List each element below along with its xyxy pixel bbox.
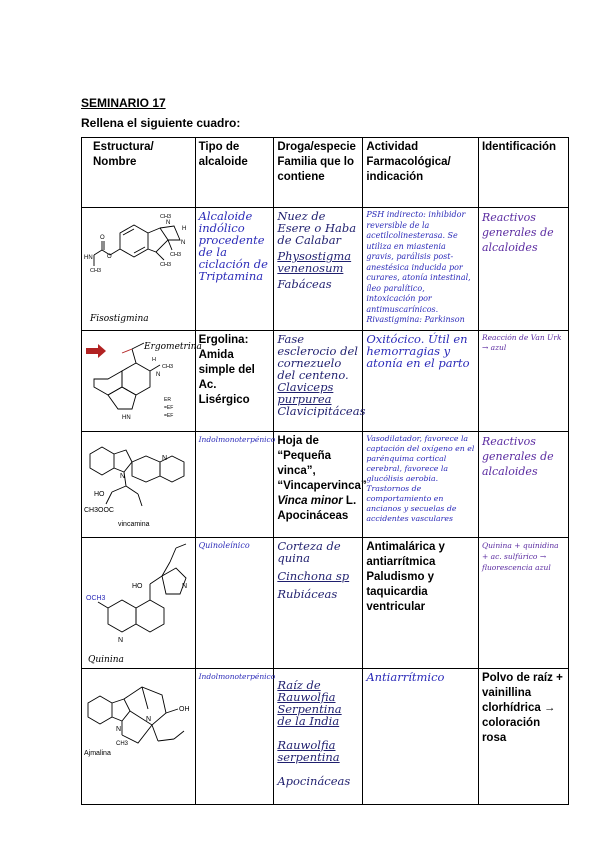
header-tipo: Tipo de alcaloide [195, 138, 274, 208]
structure-atom-label: N [146, 716, 152, 723]
structure-cell [82, 331, 202, 432]
droga-family: Apocináceas [277, 774, 351, 788]
droga-cell [274, 432, 367, 538]
compound-name: Ergometrina [144, 342, 202, 352]
identificacion-cell: Polvo de raíz + vainillina clorhídrica → coloración rosa [478, 669, 568, 805]
actividad-cell: Oxitócico. Útil en hemorragias y atonía en el parto [363, 331, 479, 432]
structure-cell [82, 669, 196, 805]
droga-family: Apocináceas [277, 510, 349, 522]
structure-atom-label: HO [132, 583, 143, 590]
droga-cell [274, 208, 363, 331]
droga-family: Fabáceas [277, 277, 332, 291]
actividad-cell: PSH indirecto: inhibidor reversible de la acetilcolinesterasa. Se utiliza en miastenia gravis, parálisis post-anestésica inducida por curares, atonía intestinal, íleo paralítico, intoxicación por antimuscarínicos. Rivastigmina: Parkinson [363, 208, 479, 331]
droga-species: Vinca minor [277, 495, 343, 507]
actividad-cell: Vasodilatador, favorece la captación del oxígeno en el parénquima cortical cerebral, favorece la glucólisis aerobia. Trastornos de comportamiento en ancianos y secuelas de accidentes vasculares [363, 432, 479, 538]
structure-atom-label: H [182, 226, 187, 232]
fisostigmina-structure [82, 208, 192, 328]
identificacion-cell: Reacción de Van Urk → azul [478, 331, 568, 432]
structure-cell [82, 432, 196, 538]
structure-atom-label: O [107, 254, 112, 260]
tipo-cell: Ergolina: Amida simple del Ac. Lisérgico [195, 331, 274, 432]
droga-common-name: Corteza de quina [277, 539, 341, 565]
table-row [82, 331, 569, 432]
quinina-structure [82, 538, 192, 666]
arrow-icon [86, 344, 106, 358]
structure-atom-label: =EF [164, 413, 174, 419]
structure-atom-label: HO [94, 491, 105, 498]
structure-atom-label: HN [122, 415, 131, 421]
structure-atom-label: O [100, 235, 105, 241]
document-title: SEMINARIO 17 [81, 96, 166, 110]
compound-name: vincamina [118, 521, 150, 528]
identificacion-cell: Quinina + quinidina + ac. sulfúrico → fluorescencia azul [478, 538, 568, 669]
droga-species: Rauwolfia serpentina [277, 738, 340, 764]
structure-cell [82, 208, 196, 331]
actividad-cell: Antiarrítmico [363, 669, 479, 805]
droga-common-name: Fase esclerocio del cornezuelo del centeno. [277, 332, 358, 382]
droga-cell [274, 669, 363, 805]
droga-species: Claviceps purpurea [277, 380, 334, 406]
droga-common-name: Raíz de Rauwolfia Serpentina de la India [277, 678, 342, 728]
droga-cell [274, 538, 363, 669]
structure-atom-label: =EF [164, 405, 174, 411]
tipo-cell: Alcaloide indólico procedente de la ciclación de Triptamina [195, 208, 274, 331]
compound-name: Fisostigmina [90, 314, 149, 324]
structure-atom-label: N [182, 583, 188, 590]
structure-atom-label: N [156, 372, 161, 378]
vincamina-structure [82, 432, 192, 536]
identificacion-cell: Reactivos generales de alcaloides [478, 208, 568, 331]
structure-atom-label: CH3 [90, 268, 102, 274]
droga-author: L. [342, 495, 357, 507]
header-actividad: Actividad Farmacológica/ indicación [363, 138, 479, 208]
structure-atom-label: OCH3 [86, 595, 106, 602]
droga-species: Cinchona sp [277, 569, 350, 583]
alkaloid-table [81, 137, 569, 805]
compound-name: Ajmalina [84, 750, 111, 757]
structure-atom-label: CH3 [170, 252, 182, 258]
structure-atom-label: OH [179, 706, 190, 713]
compound-name: Quinina [88, 655, 124, 665]
tipo-cell: Indolmonoterpénico [195, 669, 274, 805]
structure-atom-label: N [118, 637, 124, 644]
structure-atom-label: ER [164, 397, 171, 403]
structure-atom-label: HN [84, 255, 93, 261]
structure-atom-label: N [166, 220, 171, 226]
droga-cell [274, 331, 366, 432]
droga-common-name: Hoja de “Pequeña vinca”, “Vincapervinca” [277, 435, 367, 492]
tipo-cell: Indolmonoterpénico [195, 432, 274, 538]
structure-atom-label: CH3 [116, 741, 129, 747]
structure-atom-label: N [116, 726, 122, 733]
structure-atom-label: N [162, 455, 168, 462]
header-droga: Droga/especie Familia que lo contiene [274, 138, 363, 208]
instruction-text: Rellena el siguiente cuadro: [81, 116, 241, 130]
table-row [82, 538, 569, 669]
droga-species: Physostigma venenosum [277, 249, 352, 275]
header-row [82, 138, 569, 208]
header-estructura: Estructura/ Nombre [82, 138, 196, 208]
tipo-cell: Quinoleínico [195, 538, 274, 669]
structure-atom-label: H [152, 357, 156, 363]
structure-atom-label: CH3OOC [84, 507, 114, 514]
droga-common-name: Nuez de Esere o Haba de Calabar [277, 209, 357, 247]
ergometrina-structure [82, 331, 202, 429]
droga-family: Clavicipitáceas [277, 404, 366, 418]
droga-family: Rubiáceas [277, 587, 338, 601]
structure-atom-label: CH3 [162, 364, 174, 370]
table-row [82, 208, 569, 331]
identificacion-cell: Reactivos generales de alcaloides [478, 432, 568, 538]
actividad-cell: Antimalárica y antiarrítmica Paludismo y taquicardia ventricular [363, 538, 479, 669]
structure-atom-label: CH3 [160, 214, 172, 220]
table-row [82, 669, 569, 805]
table-row [82, 432, 569, 538]
structure-atom-label: N [120, 473, 126, 480]
structure-atom-label: N [181, 240, 186, 246]
structure-cell [82, 538, 196, 669]
header-identificacion: Identificación [478, 138, 568, 208]
ajmalina-structure [82, 669, 192, 801]
structure-atom-label: CH3 [160, 262, 172, 268]
